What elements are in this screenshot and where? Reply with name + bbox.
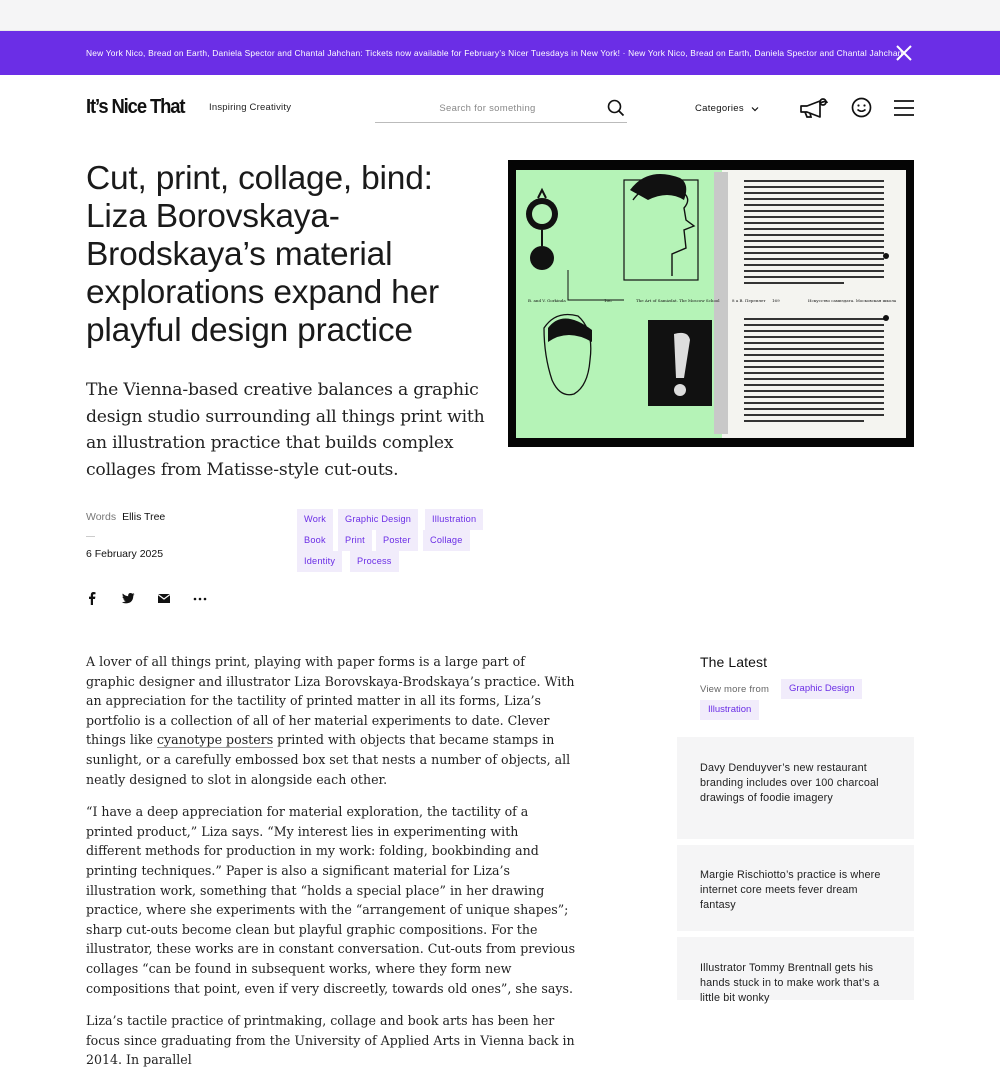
tag-collage[interactable]: Collage — [423, 530, 470, 551]
megaphone-icon[interactable] — [798, 97, 830, 119]
latest-card-title[interactable]: Illustrator Tommy Brentnall gets his hands stuck in to make work that’s a little bit wonky — [700, 962, 880, 1004]
article-standfirst: The Vienna-based creative balances a graphic design studio surrounding all things print with an illustration practice that builds complex collages from Matisse-style cut-outs. — [86, 380, 485, 481]
latest-heading: The Latest — [700, 654, 768, 670]
publish-date: 6 February 2025 — [86, 548, 164, 560]
chevron-down-icon — [751, 106, 759, 112]
open-book-illustration — [508, 160, 914, 447]
article-title: Cut, print, collage, bind: Liza Borovskaya-Brodskaya’s material explorations expand her playful design practice — [86, 160, 439, 349]
latest-tag-illustration[interactable]: Illustration — [700, 700, 759, 720]
byline-divider — [86, 536, 95, 537]
body-paragraph-2: “I have a deep appreciation for material exploration, the tactility of a printed product,” Liza says. “My interest lies in experimenting with different methods for production in my work: folding, bookbinding and printing techniques.” Paper is also a significant material for Liza’s illustration work, something that “holds a special place” in her drawing practice, where she experiments with the “arrangement of unique shapes”; sharp cut-outs become clean but playful graphic compositions. For the illustrator, these works are in constant conversation. Cut-outs from previous collages “can be found in subsequent works, where they form new compositions that point, even if very discreetly, towards old ones”, she says. — [86, 804, 576, 996]
search-icon[interactable] — [607, 99, 625, 117]
categories-dropdown[interactable] — [695, 103, 759, 114]
tag-process[interactable]: Process — [350, 551, 399, 572]
tag-poster[interactable]: Poster — [376, 530, 418, 551]
latest-card-title[interactable]: Davy Denduyver’s new restaurant branding includes over 100 charcoal drawings of foodie imagery — [700, 762, 879, 804]
words-label: Words — [86, 511, 117, 523]
paragraph-text: printed with objects that became stamps in sunlight, or a carefully embossed box set that nests a number of objects, all neatly designed to slot in alongside each other. — [86, 732, 571, 787]
hero-caption-left-2: 168 — [604, 298, 612, 303]
hero-caption-left-3: The Art of Samizdat. The Moscow School — [636, 298, 720, 303]
body-paragraph-1 — [86, 652, 576, 789]
hero-caption-right-3: Искусство самиздата. Московская школа — [808, 298, 897, 303]
article-body — [86, 652, 576, 1083]
tag-print[interactable]: Print — [338, 530, 372, 551]
tag-graphic-design[interactable]: Graphic Design — [338, 509, 418, 530]
twitter-icon[interactable] — [120, 590, 136, 606]
latest-card[interactable] — [677, 845, 914, 931]
email-icon[interactable] — [156, 590, 172, 606]
banner-text[interactable]: New York Nico, Bread on Earth, Daniela Spector and Chantal Jahchan: Tickets now available for February’s Nicer Tuesdays in New York! · New York Nico, Bread on Earth, Daniela Spector and Chantal Jahchan — [86, 48, 903, 58]
latest-tag-graphic-design[interactable]: Graphic Design — [781, 679, 862, 699]
cyanotype-posters-link[interactable]: cyanotype posters — [156, 732, 274, 748]
hero-caption-right-2: 169 — [772, 298, 780, 303]
browser-top-strip — [0, 0, 1000, 31]
site-logo[interactable]: It’s Nice That — [86, 96, 185, 118]
announcement-banner[interactable] — [0, 31, 1000, 75]
latest-card-title[interactable]: Margie Rischiotto’s practice is where internet core meets fever dream fantasy — [700, 869, 881, 911]
paragraph-text: A lover of all things print, playing with paper forms is a large part of graphic designer and illustrator Liza Borovskaya-Brodskaya’s practice. With an appreciation for the tactility of printed matter in all its forms, Liza’s portfolio is a collection of all of her material experiments to date. Clever things like — [86, 654, 575, 748]
more-icon[interactable] — [192, 590, 208, 606]
tag-work[interactable]: Work — [297, 509, 333, 530]
categories-label: Categories — [695, 103, 744, 114]
hero-caption-left-1: B. and V. Gorkinda — [528, 298, 566, 303]
search-bar — [375, 95, 627, 123]
site-tagline: Inspiring Creativity — [209, 102, 292, 113]
latest-card[interactable] — [677, 937, 914, 1004]
facebook-icon[interactable] — [84, 590, 100, 606]
hero-caption-right-1: 8 a B. Переплет — [732, 298, 766, 303]
tag-identity[interactable]: Identity — [297, 551, 342, 572]
menu-icon[interactable] — [894, 100, 914, 116]
view-more-label: View more from — [700, 684, 770, 695]
close-icon[interactable] — [892, 41, 916, 65]
body-paragraph-3: Liza’s tactile practice of printmaking, collage and book arts has been her focus since graduating from the University of Applied Arts in Vienna back in 2014. In parallel — [86, 1013, 575, 1068]
tag-illustration[interactable]: Illustration — [425, 509, 483, 530]
hero-image — [508, 160, 914, 447]
author-name[interactable]: Ellis Tree — [122, 511, 166, 523]
search-input[interactable] — [375, 99, 600, 117]
byline — [86, 511, 165, 523]
tag-book[interactable]: Book — [297, 530, 333, 551]
smiley-icon[interactable] — [851, 97, 872, 118]
latest-card[interactable] — [677, 737, 914, 839]
